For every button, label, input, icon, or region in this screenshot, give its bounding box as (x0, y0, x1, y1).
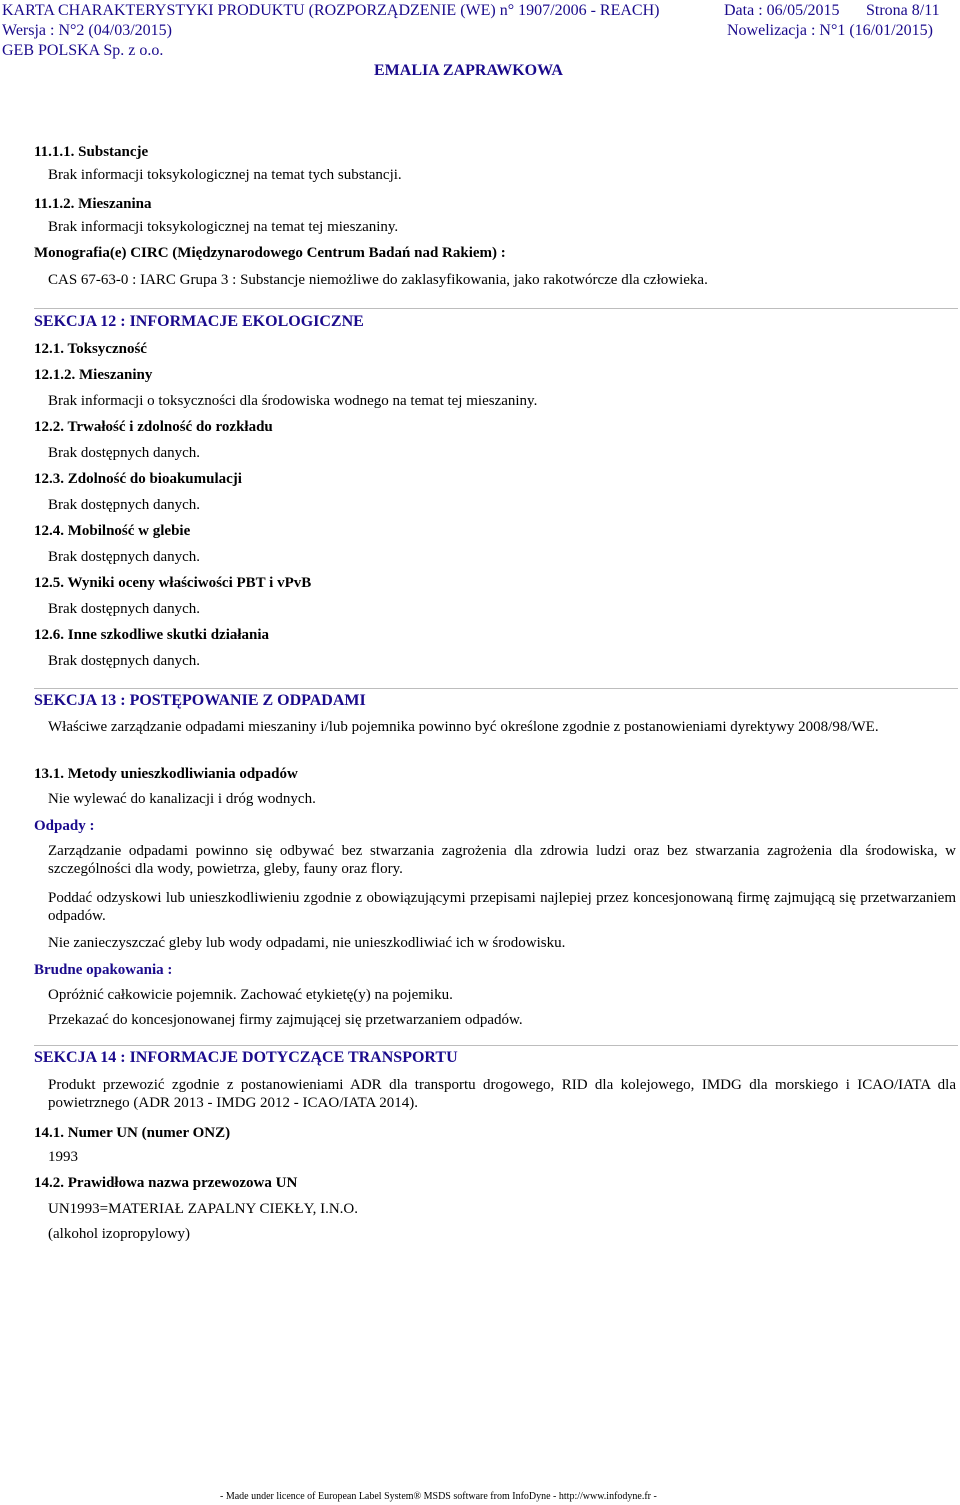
text-waste-3: Nie zanieczyszczać gleby lub wody odpadami, nie unieszkodliwiać ich w środowisku. (48, 935, 566, 951)
section-divider (34, 688, 958, 689)
page-number: Strona 8/11 (866, 2, 940, 19)
footer-text: - Made under licence of European Label System® MSDS software from InfoDyne - http://www.infodyne.fr - (220, 1491, 657, 1502)
heading-11-1-2: 11.1.2. Mieszanina (34, 196, 152, 212)
document-date: Data : 06/05/2015 (724, 2, 840, 19)
text-12-5: Brak dostępnych danych. (48, 601, 201, 617)
section-13-title: SEKCJA 13 : POSTĘPOWANIE Z ODPADAMI (34, 692, 366, 709)
heading-packaging: Brudne opakowania : (34, 962, 173, 978)
section-divider (34, 1045, 958, 1046)
heading-circ: Monografia(e) CIRC (Międzynarodowego Centrum Badań nad Rakiem) : (34, 245, 506, 261)
text-packaging-2: Przekazać do koncesjonowanej firmy zajmującej się przetwarzaniem odpadów. (48, 1012, 523, 1028)
version: Wersja : N°2 (04/03/2015) (2, 22, 172, 39)
revision: Nowelizacja : N°1 (16/01/2015) (727, 22, 933, 39)
text-11-1-1: Brak informacji toksykologicznej na temat tych substancji. (48, 167, 402, 183)
text-12-4: Brak dostępnych danych. (48, 549, 201, 565)
text-12-2: Brak dostępnych danych. (48, 445, 201, 461)
text-12-3: Brak dostępnych danych. (48, 497, 201, 513)
heading-12-2: 12.2. Trwałość i zdolność do rozkładu (34, 419, 273, 435)
text-12-6: Brak dostępnych danych. (48, 653, 201, 669)
text-13-intro: Właściwe zarządzanie odpadami mieszaniny i/lub pojemnika powinno być określone zgodnie z postanowieniami dyrektywy 2008/98/WE. (48, 719, 879, 735)
text-14-intro: Produkt przewozić zgodnie z postanowieniami ADR dla transportu drogowego, RID dla kolejowego, IMDG dla morskiego i ICAO/IATA dla powietrznego (ADR 2013 - IMDG 2012 - ICAO/IATA 2014). (48, 1077, 956, 1111)
heading-14-1: 14.1. Numer UN (numer ONZ) (34, 1125, 231, 1141)
product-name: EMALIA ZAPRAWKOWA (374, 62, 563, 79)
heading-12-4: 12.4. Mobilność w glebie (34, 523, 191, 539)
text-waste-1: Zarządzanie odpadami powinno się odbywać bez stwarzania zagrożenia dla zdrowia ludzi oraz bez stwarzania zagrożenia dla środowiska, w szczególności dla wody, powietrza, gleby, fauny oraz flory. (48, 843, 956, 877)
heading-11-1-1: 11.1.1. Substancje (34, 144, 149, 160)
text-14-2-name: UN1993=MATERIAŁ ZAPALNY CIEKŁY, I.N.O. (48, 1201, 358, 1217)
heading-14-2: 14.2. Prawidłowa nazwa przewozowa UN (34, 1175, 298, 1191)
text-14-2-desc: (alkohol izopropylowy) (48, 1226, 191, 1242)
heading-waste: Odpady : (34, 818, 95, 834)
text-12-1-2: Brak informacji o toksyczności dla środowiska wodnego na temat tej mieszaniny. (48, 393, 538, 409)
section-12-title: SEKCJA 12 : INFORMACJE EKOLOGICZNE (34, 313, 364, 330)
text-13-1: Nie wylewać do kanalizacji i dróg wodnych. (48, 791, 316, 807)
heading-12-1-2: 12.1.2. Mieszaniny (34, 367, 153, 383)
text-packaging-1: Opróżnić całkowicie pojemnik. Zachować etykietę(y) na pojemiku. (48, 987, 453, 1003)
text-circ: CAS 67-63-0 : IARC Grupa 3 : Substancje niemożliwe do zaklasyfikowania, jako rakotwórcze dla człowieka. (48, 272, 708, 288)
company-name: GEB POLSKA Sp. z o.o. (2, 42, 164, 59)
text-11-1-2: Brak informacji toksykologicznej na temat tej mieszaniny. (48, 219, 399, 235)
heading-12-1: 12.1. Toksyczność (34, 341, 147, 357)
text-waste-2: Poddać odzyskowi lub unieszkodliwieniu zgodnie z obowiązującymi przepisami najlepiej przez koncesjonowaną firmę zajmującą się przetwarzaniem odpadów. (48, 890, 956, 924)
document-title: KARTA CHARAKTERYSTYKI PRODUKTU (ROZPORZĄDZENIE (WE) n° 1907/2006 - REACH) (2, 2, 660, 19)
section-14-title: SEKCJA 14 : INFORMACJE DOTYCZĄCE TRANSPORTU (34, 1049, 458, 1066)
section-divider (34, 308, 958, 309)
heading-12-5: 12.5. Wyniki oceny właściwości PBT i vPvB (34, 575, 312, 591)
heading-12-3: 12.3. Zdolność do bioakumulacji (34, 471, 242, 487)
text-14-1: 1993 (48, 1149, 78, 1165)
heading-12-6: 12.6. Inne szkodliwe skutki działania (34, 627, 270, 643)
heading-13-1: 13.1. Metody unieszkodliwiania odpadów (34, 766, 298, 782)
